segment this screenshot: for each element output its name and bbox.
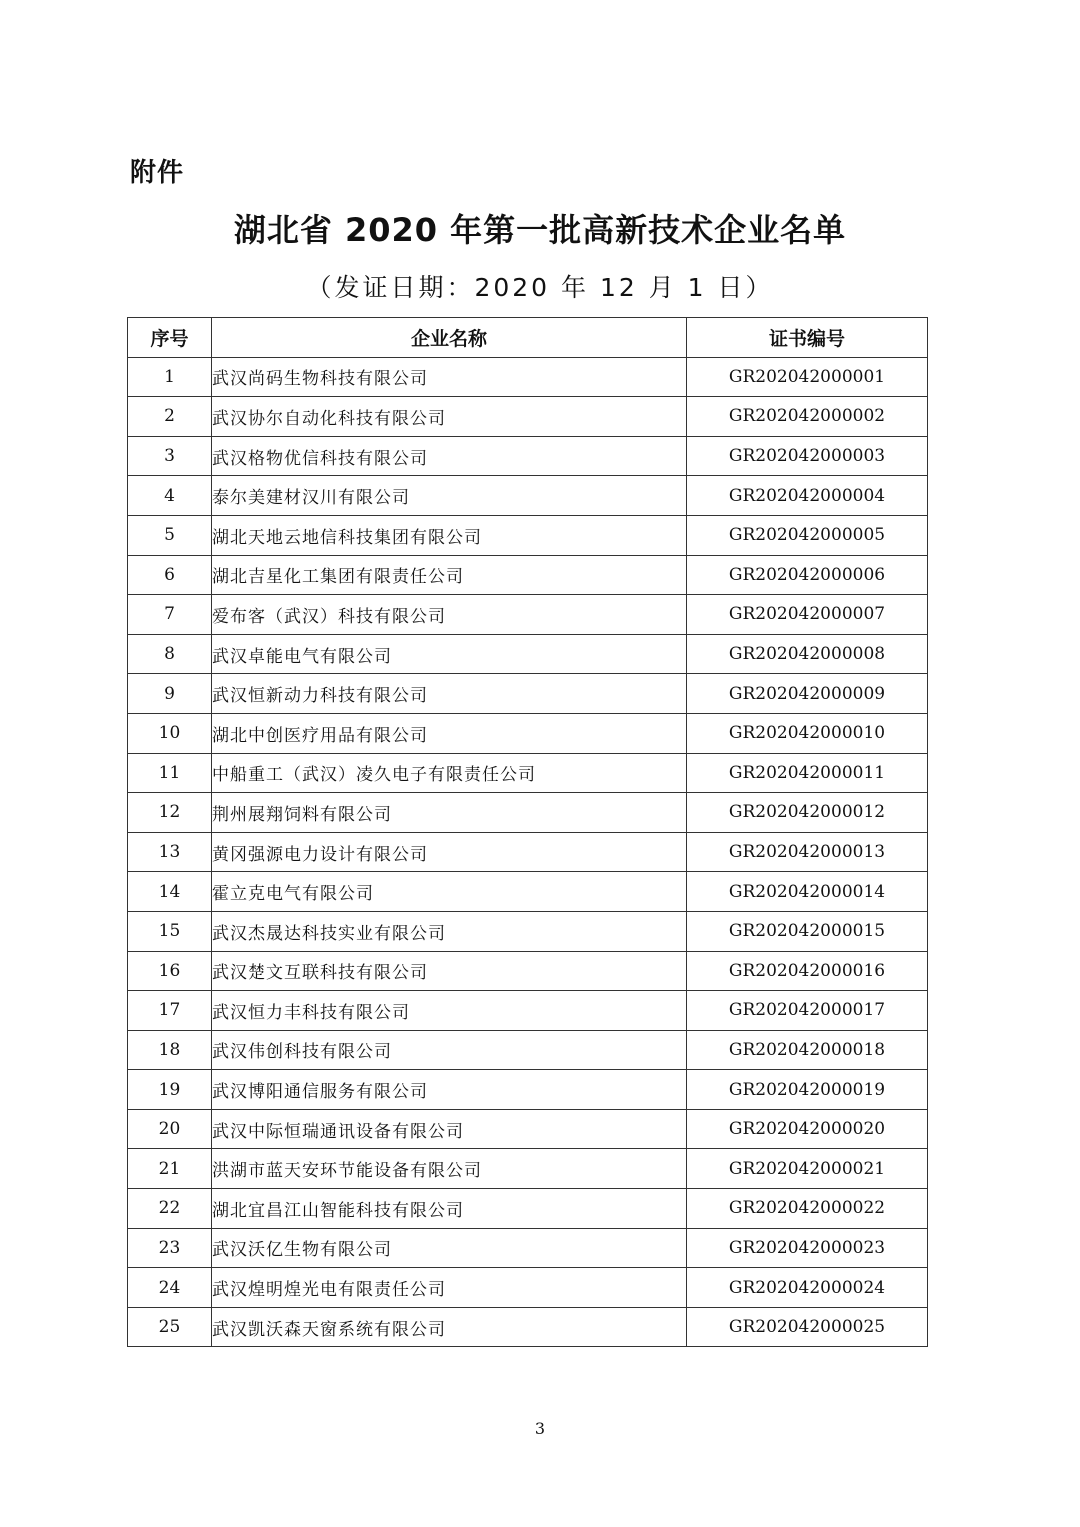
company-name: 武汉中际恒瑞通讯设备有限公司 (212, 1109, 687, 1149)
certificate-number: GR202042000008 (687, 634, 928, 674)
company-name: 武汉杰晟达科技实业有限公司 (212, 911, 687, 951)
certificate-number: GR202042000005 (687, 515, 928, 555)
table-row (128, 476, 928, 516)
company-name: 湖北宜昌江山智能科技有限公司 (212, 1189, 687, 1229)
row-index: 6 (128, 555, 212, 595)
company-name: 武汉煌明煌光电有限责任公司 (212, 1268, 687, 1308)
certificate-number: GR202042000020 (687, 1109, 928, 1149)
company-name: 中船重工（武汉）凌久电子有限责任公司 (212, 753, 687, 793)
row-index: 5 (128, 515, 212, 555)
row-index: 13 (128, 832, 212, 872)
table-row (128, 436, 928, 476)
company-name: 武汉卓能电气有限公司 (212, 634, 687, 674)
table-row (128, 595, 928, 635)
certificate-number: GR202042000023 (687, 1228, 928, 1268)
row-index: 19 (128, 1070, 212, 1110)
header-certificate-number: 证书编号 (687, 318, 928, 358)
row-index: 16 (128, 951, 212, 991)
table-row (128, 1189, 928, 1229)
row-index: 7 (128, 595, 212, 635)
company-name: 湖北吉星化工集团有限责任公司 (212, 555, 687, 595)
certificate-number: GR202042000017 (687, 991, 928, 1031)
document-title: 湖北省 2020 年第一批高新技术企业名单 (233, 211, 847, 249)
certificate-number: GR202042000007 (687, 595, 928, 635)
certificate-number: GR202042000010 (687, 713, 928, 753)
row-index: 15 (128, 911, 212, 951)
table-row (128, 793, 928, 833)
certificate-number: GR202042000004 (687, 476, 928, 516)
company-name: 武汉尚码生物科技有限公司 (212, 357, 687, 397)
certificate-number: GR202042000016 (687, 951, 928, 991)
company-name: 荆州展翔饲料有限公司 (212, 793, 687, 833)
certificate-number: GR202042000014 (687, 872, 928, 912)
company-name: 泰尔美建材汉川有限公司 (212, 476, 687, 516)
row-index: 14 (128, 872, 212, 912)
certificate-number: GR202042000002 (687, 397, 928, 437)
certificate-number: GR202042000018 (687, 1030, 928, 1070)
row-index: 4 (128, 476, 212, 516)
row-index: 11 (128, 753, 212, 793)
company-name: 武汉凯沃森天窗系统有限公司 (212, 1307, 687, 1347)
table-body (128, 357, 928, 1347)
table-row (128, 832, 928, 872)
company-name: 武汉沃亿生物有限公司 (212, 1228, 687, 1268)
table-row (128, 1109, 928, 1149)
table-row (128, 1268, 928, 1308)
company-name: 武汉协尔自动化科技有限公司 (212, 397, 687, 437)
table-row (128, 951, 928, 991)
table-row (128, 1149, 928, 1189)
page-number: 3 (534, 1419, 546, 1438)
certificate-number: GR202042000006 (687, 555, 928, 595)
company-name: 洪湖市蓝天安环节能设备有限公司 (212, 1149, 687, 1189)
company-name: 爱布客（武汉）科技有限公司 (212, 595, 687, 635)
company-name: 武汉恒新动力科技有限公司 (212, 674, 687, 714)
certificate-number: GR202042000015 (687, 911, 928, 951)
certificate-number: GR202042000001 (687, 357, 928, 397)
row-index: 25 (128, 1307, 212, 1347)
company-name: 湖北天地云地信科技集团有限公司 (212, 515, 687, 555)
table-row (128, 674, 928, 714)
company-name: 湖北中创医疗用品有限公司 (212, 713, 687, 753)
company-name: 黄冈强源电力设计有限公司 (212, 832, 687, 872)
table-row (128, 713, 928, 753)
row-index: 2 (128, 397, 212, 437)
table-row (128, 753, 928, 793)
issue-date-subtitle: （发证日期：2020 年 12 月 1 日） (306, 273, 774, 302)
table-header-row (128, 318, 928, 358)
row-index: 10 (128, 713, 212, 753)
table-row (128, 1070, 928, 1110)
certificate-number: GR202042000011 (687, 753, 928, 793)
certificate-number: GR202042000012 (687, 793, 928, 833)
certificate-number: GR202042000025 (687, 1307, 928, 1347)
table-row (128, 1030, 928, 1070)
company-name: 武汉伟创科技有限公司 (212, 1030, 687, 1070)
header-company-name: 企业名称 (212, 318, 687, 358)
row-index: 20 (128, 1109, 212, 1149)
certificate-number: GR202042000019 (687, 1070, 928, 1110)
company-name: 武汉恒力丰科技有限公司 (212, 991, 687, 1031)
table-row (128, 515, 928, 555)
table-row (128, 872, 928, 912)
row-index: 21 (128, 1149, 212, 1189)
certificate-number: GR202042000022 (687, 1189, 928, 1229)
table-row (128, 397, 928, 437)
table-row (128, 555, 928, 595)
row-index: 22 (128, 1189, 212, 1229)
row-index: 3 (128, 436, 212, 476)
certificate-number: GR202042000003 (687, 436, 928, 476)
row-index: 1 (128, 357, 212, 397)
table-row (128, 911, 928, 951)
table-row (128, 357, 928, 397)
certificate-number: GR202042000013 (687, 832, 928, 872)
row-index: 18 (128, 1030, 212, 1070)
row-index: 9 (128, 674, 212, 714)
table-row (128, 1228, 928, 1268)
table-row (128, 991, 928, 1031)
row-index: 23 (128, 1228, 212, 1268)
company-name: 武汉楚文互联科技有限公司 (212, 951, 687, 991)
row-index: 8 (128, 634, 212, 674)
attachment-label: 附件 (130, 158, 185, 188)
company-name: 武汉格物优信科技有限公司 (212, 436, 687, 476)
row-index: 17 (128, 991, 212, 1031)
company-name: 霍立克电气有限公司 (212, 872, 687, 912)
certificate-number: GR202042000024 (687, 1268, 928, 1308)
certificate-number: GR202042000009 (687, 674, 928, 714)
enterprise-table (127, 317, 928, 1347)
certificate-number: GR202042000021 (687, 1149, 928, 1189)
table-row (128, 634, 928, 674)
row-index: 24 (128, 1268, 212, 1308)
header-index: 序号 (128, 318, 212, 358)
company-name: 武汉博阳通信服务有限公司 (212, 1070, 687, 1110)
table-row (128, 1307, 928, 1347)
row-index: 12 (128, 793, 212, 833)
